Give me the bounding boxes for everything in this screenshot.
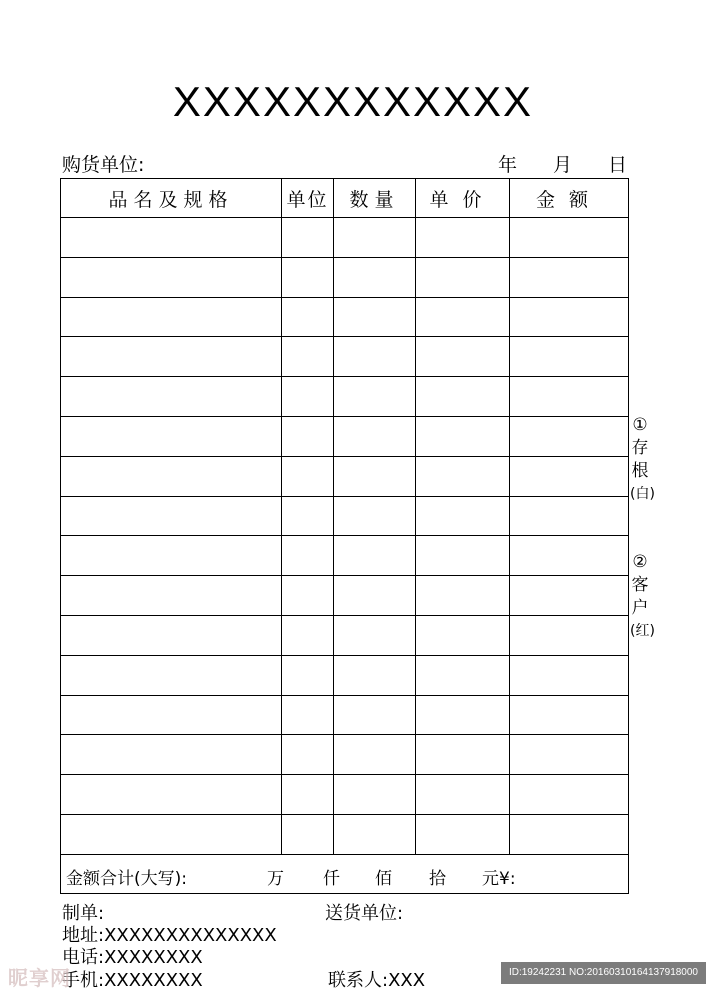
table-cell: [61, 615, 282, 655]
table-cell: [416, 814, 510, 854]
table-cell: [282, 536, 334, 576]
copy-number: ①: [632, 415, 648, 435]
table-cell: [416, 218, 510, 258]
delivery-unit-label: 送货单位:: [325, 903, 404, 924]
table-cell: [61, 218, 282, 258]
table-cell: [282, 218, 334, 258]
table-cell: [282, 297, 334, 337]
table-cell: [334, 695, 416, 735]
table-cell: [416, 655, 510, 695]
table-row: [61, 496, 629, 536]
table-cell: [282, 257, 334, 297]
address-line: 地址:XXXXXXXXXXXXXX: [62, 925, 277, 946]
table-cell: [282, 496, 334, 536]
table-cell: [282, 456, 334, 496]
copy-char: 存: [631, 438, 649, 458]
table-cell: [61, 536, 282, 576]
table-cell: [416, 377, 510, 417]
table-cell: [416, 496, 510, 536]
table-cell: [334, 337, 416, 377]
col-unit-price: 单价: [416, 179, 510, 218]
table-cell: [416, 695, 510, 735]
table-row: [61, 456, 629, 496]
table-cell: [416, 297, 510, 337]
table-row: [61, 337, 629, 377]
day-label: 日: [608, 154, 628, 176]
table-cell: [510, 814, 629, 854]
table-cell: [61, 377, 282, 417]
table-cell: [510, 377, 629, 417]
table-cell: [334, 655, 416, 695]
table-cell: [334, 496, 416, 536]
table-cell: [61, 695, 282, 735]
table-cell: [334, 456, 416, 496]
table-cell: [282, 775, 334, 815]
table-cell: [61, 775, 282, 815]
table-cell: [510, 576, 629, 616]
table-cell: [510, 337, 629, 377]
table-row: [61, 377, 629, 417]
table-cell: [61, 496, 282, 536]
table-cell: [282, 735, 334, 775]
table-cell: [334, 735, 416, 775]
table-cell: [334, 218, 416, 258]
goods-table: [60, 178, 629, 894]
table-cell: [61, 456, 282, 496]
table-cell: [416, 337, 510, 377]
table-cell: [282, 814, 334, 854]
table-cell: [416, 576, 510, 616]
copy-label-customer: [630, 551, 655, 643]
table-cell: [510, 655, 629, 695]
table-cell: [510, 735, 629, 775]
year-label: 年: [498, 154, 518, 176]
table-cell: [510, 416, 629, 456]
copy-color: (白): [630, 486, 655, 502]
copy-char: 根: [631, 461, 649, 481]
buyer-label: 购货单位:: [62, 154, 145, 176]
table-row: [61, 775, 629, 815]
table-cell: [61, 814, 282, 854]
table-cell: [282, 655, 334, 695]
table-cell: [510, 496, 629, 536]
table-cell: [282, 337, 334, 377]
table-cell: [510, 257, 629, 297]
table-row: [61, 257, 629, 297]
table-cell: [61, 337, 282, 377]
table-cell: [334, 775, 416, 815]
table-cell: [416, 456, 510, 496]
table-cell: [416, 735, 510, 775]
table-row: [61, 695, 629, 735]
table-cell: [282, 695, 334, 735]
table-cell: [334, 536, 416, 576]
table-header-row: [61, 179, 629, 218]
table-cell: [334, 257, 416, 297]
phone-line: 电话:XXXXXXXX: [62, 947, 203, 968]
total-shi: 拾: [429, 868, 446, 889]
copy-label-stub: [630, 414, 655, 506]
table-cell: [510, 297, 629, 337]
total-qian: 仟: [323, 868, 340, 889]
table-row: [61, 655, 629, 695]
table-cell: [416, 615, 510, 655]
table-row: [61, 814, 629, 854]
table-row: [61, 735, 629, 775]
table-row: [61, 297, 629, 337]
table-cell: [416, 775, 510, 815]
table-cell: [334, 377, 416, 417]
col-name-spec: 品名及规格: [61, 179, 282, 218]
table-row: [61, 536, 629, 576]
copy-number: ②: [632, 552, 648, 572]
table-cell: [61, 257, 282, 297]
copy-color: (红): [630, 623, 655, 639]
table-cell: [61, 576, 282, 616]
total-yuan: 元¥:: [482, 868, 516, 889]
form-title: XXXXXXXXXXXX: [172, 78, 534, 125]
total-label: 金额合计(大写):: [66, 868, 187, 889]
table-cell: [282, 615, 334, 655]
table-cell: [510, 615, 629, 655]
table-cell: [510, 775, 629, 815]
table-cell: [334, 576, 416, 616]
table-cell: [282, 576, 334, 616]
table-cell: [510, 456, 629, 496]
table-cell: [334, 814, 416, 854]
col-unit: 单位: [282, 179, 334, 218]
table-cell: [510, 218, 629, 258]
site-watermark: 昵享网: [8, 966, 71, 990]
table-cell: [282, 416, 334, 456]
month-label: 月: [553, 154, 573, 176]
table-cell: [510, 536, 629, 576]
copy-char: 客: [631, 575, 649, 595]
table-row: [61, 218, 629, 258]
table-cell: [416, 416, 510, 456]
table-cell: [61, 735, 282, 775]
table-row: [61, 416, 629, 456]
col-amount: 金额: [510, 179, 629, 218]
copy-char: 户: [631, 598, 649, 618]
table-cell: [61, 297, 282, 337]
table-cell: [334, 416, 416, 456]
table-row: [61, 576, 629, 616]
table-cell: [334, 615, 416, 655]
table-cell: [282, 377, 334, 417]
maker-label: 制单:: [62, 903, 105, 924]
col-quantity: 数量: [334, 179, 416, 218]
total-row: [61, 854, 629, 893]
table-cell: [416, 536, 510, 576]
table-cell: [510, 695, 629, 735]
table-row: [61, 615, 629, 655]
table-cell: [61, 416, 282, 456]
mobile-line: 手机:XXXXXXXX: [62, 970, 203, 991]
contact-line: 联系人:XXX: [328, 970, 426, 991]
total-wan: 万: [267, 868, 284, 889]
table-cell: [61, 655, 282, 695]
image-id-bar: ID:19242231 NO:20160310164137918000: [501, 962, 706, 984]
table-cell: [334, 297, 416, 337]
table-cell: [416, 257, 510, 297]
total-bai: 佰: [375, 868, 392, 889]
